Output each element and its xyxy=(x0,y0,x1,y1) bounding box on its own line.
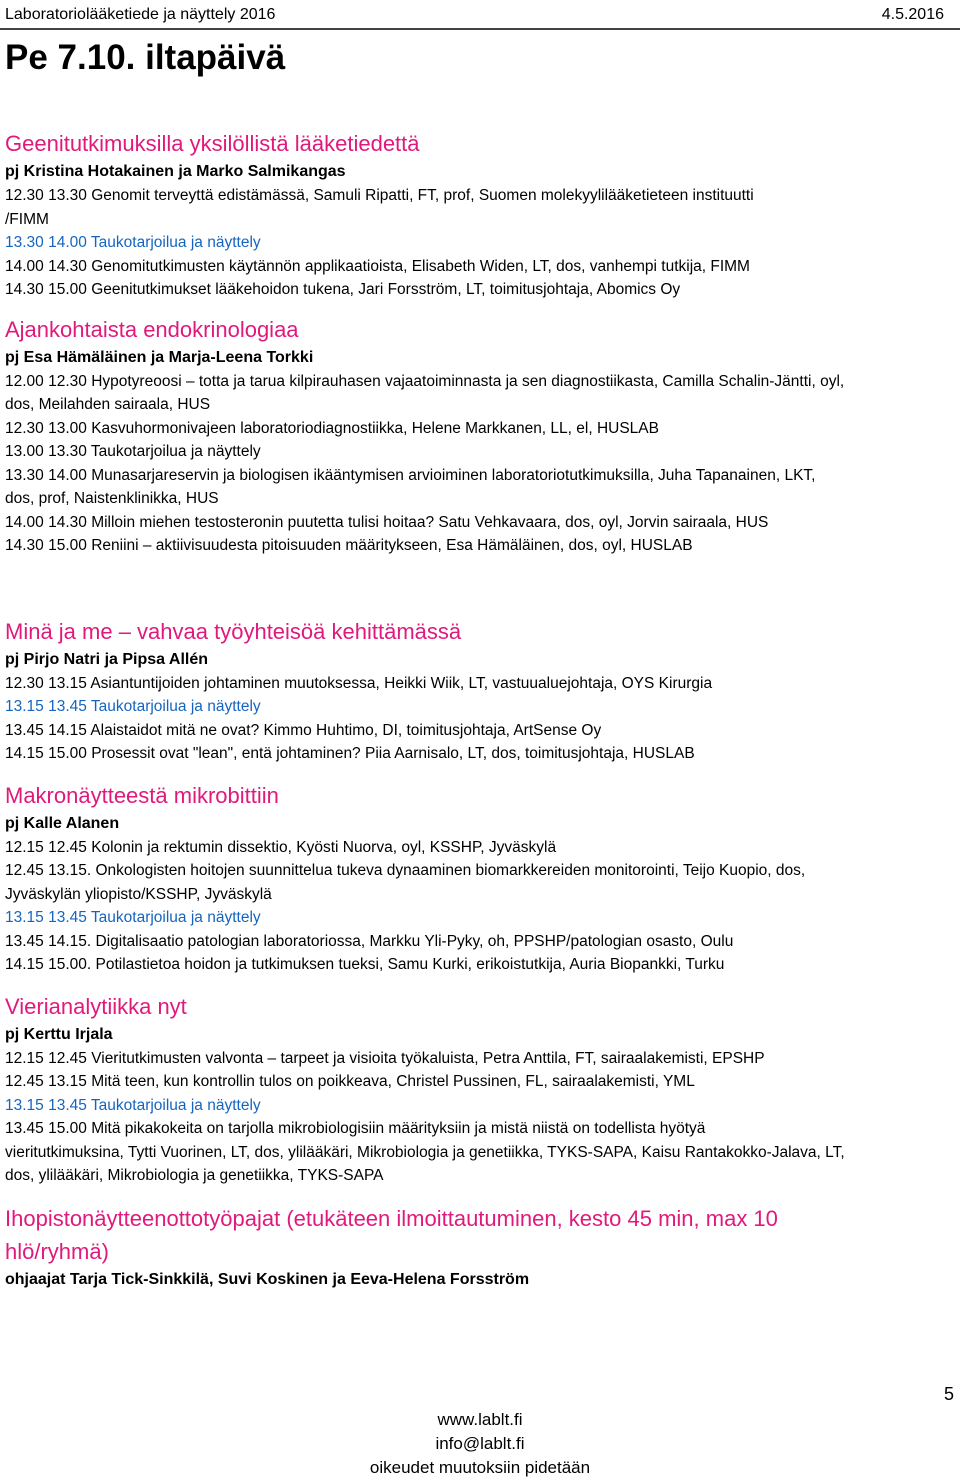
program-item: dos, prof, Naistenklinikka, HUS xyxy=(5,490,219,507)
program-item: 12.30 13.30 Genomit terveyttä edistämässä, Samuli Ripatti, FT, prof, Suomen molekyylilääketieteen instituutti xyxy=(5,187,754,204)
session-title: Ajankohtaista endokrinologiaa xyxy=(5,316,299,342)
program-item: /FIMM xyxy=(5,210,49,228)
program-item: 14.00 14.30 Milloin miehen testosteronin puutetta tulisi hoitaa? Satu Vehkavaara, dos, oyl, Jorvin sairaala, HUS xyxy=(5,513,769,531)
break-item: 13.00 13.30 Taukotarjoilua ja näyttely xyxy=(5,443,261,460)
session-title: Vierianalytiikka nyt xyxy=(5,993,187,1019)
program-item: 13.45 14.15 Alaistaidot mitä ne ovat? Kimmo Huhtimo, DI, toimitusjohtaja, ArtSense Oy xyxy=(5,721,602,739)
program-item: 14.30 15.00 Reniini – aktiivisuudesta pitoisuuden määritykseen, Esa Hämäläinen, dos, oyl, HUSLAB xyxy=(5,537,693,554)
session-point-of-care xyxy=(5,991,950,1188)
break-item: 13.15 13.45 Taukotarjoilua ja näyttely xyxy=(5,698,261,715)
program-item: 13.30 14.00 Munasarjareservin ja biologisen ikääntymisen arvioiminen laboratoriotutkimuksilla, Juha Tapanainen, LKT, xyxy=(5,466,816,484)
page-title: Pe 7.10. iltapäivä xyxy=(5,38,286,77)
session-workplace xyxy=(5,616,950,766)
session-chair: pj Pirjo Natri ja Pipsa Allén xyxy=(5,650,209,668)
page-header xyxy=(5,2,944,28)
session-title: Geenitutkimuksilla yksilöllistä lääketiedettä xyxy=(5,131,420,156)
program-item: dos, ylilääkäri, Mikrobiologia ja genetiikka, TYKS-SAPA xyxy=(5,1167,384,1184)
session-title: Makronäytteestä mikrobittiin xyxy=(5,782,279,808)
program-item: Jyväskylän yliopisto/KSSHP, Jyväskylä xyxy=(5,885,272,903)
break-item: 13.15 13.45 Taukotarjoilua ja näyttely xyxy=(5,1096,261,1114)
program-item: 13.45 14.15. Digitalisaatio patologian laboratoriossa, Markku Yli-Pyky, oh, PPSHP/patologian osasto, Oulu xyxy=(5,932,734,950)
program-item: dos, Meilahden sairaala, HUS xyxy=(5,396,211,413)
session-endocrinology xyxy=(5,314,950,558)
program-item: 12.30 13.15 Asiantuntijoiden johtaminen muutoksessa, Heikki Wiik, LT, vastuualuejohtaja, OYS Kirurgia xyxy=(5,674,713,692)
program-item: 14.15 15.00. Potilastietoa hoidon ja tutkimuksen tueksi, Samu Kurki, erikoistutkija, Auria Biopankki, Turku xyxy=(5,956,725,973)
program-item: 12.00 12.30 Hypotyreoosi – totta ja tarua kilpirauhasen vajaatoiminnasta ja sen diagnostiikasta, Camilla Schalin-Jäntti, oyl, xyxy=(5,372,845,390)
session-pathology xyxy=(5,780,950,977)
page-number: 5 xyxy=(943,1384,954,1404)
program-content xyxy=(5,128,950,1292)
header-event-title: Laboratoriolääketiede ja näyttely 2016 xyxy=(5,6,276,23)
program-item: 14.15 15.00 Prosessit ovat "lean", entä johtaminen? Piia Aarnisalo, LT, dos, toimitusjohtaja, HUSLAB xyxy=(5,745,695,762)
session-title-line: Ihopistonäytteenottotyöpajat (etukäteen ilmoittautuminen, kesto 45 min, max 10 xyxy=(5,1205,778,1231)
session-chair: pj Kristina Hotakainen ja Marko Salmikangas xyxy=(5,163,346,180)
session-workshops xyxy=(5,1202,950,1292)
program-item: 12.15 12.45 Vieritutkimusten valvonta – tarpeet ja visioita työkaluista, Petra Anttila, FT, sairaalakemisti, EPSHP xyxy=(5,1049,765,1067)
program-item: vieritutkimuksina, Tytti Vuorinen, LT, dos, ylilääkäri, Mikrobiologia ja genetiikka, TYKS-SAPA, Kaisu Rantakokko-Jalava, LT, xyxy=(5,1143,845,1161)
session-title: Minä ja me – vahvaa työyhteisöä kehittämässä xyxy=(5,618,462,644)
session-chair: pj Esa Hämäläinen ja Marja-Leena Torkki xyxy=(5,348,314,366)
session-chair: pj Kalle Alanen xyxy=(5,814,120,832)
program-item: 12.30 13.00 Kasvuhormonivajeen laboratoriodiagnostiikka, Helene Markkanen, LL, el, HUSLAB xyxy=(5,419,659,437)
break-item: 13.15 13.45 Taukotarjoilua ja näyttely xyxy=(5,909,261,926)
footer-email[interactable]: info@lablt.fi xyxy=(435,1434,525,1453)
session-chair: pj Kerttu Irjala xyxy=(5,1025,113,1043)
program-item: 13.45 15.00 Mitä pikakokeita on tarjolla mikrobiologisiin määrityksiin ja mistä niistä on todellista hyötyä xyxy=(5,1120,706,1137)
session-genomics xyxy=(5,128,950,302)
header-divider xyxy=(0,28,960,30)
session-title-line: hlö/ryhmä) xyxy=(5,1238,109,1264)
footer-website[interactable]: www.lablt.fi xyxy=(437,1410,523,1429)
break-item: 13.30 14.00 Taukotarjoilua ja näyttely xyxy=(5,234,261,251)
program-item: 12.45 13.15. Onkologisten hoitojen suunnittelua tukeva dynaaminen biomarkkereiden monitorointi, Teijo Kuopio, dos, xyxy=(5,862,806,879)
program-item: 12.45 13.15 Mitä teen, kun kontrollin tulos on poikkeava, Christel Pussinen, FL, sairaalakemisti, YML xyxy=(5,1073,695,1090)
footer-disclaimer: oikeudet muutoksiin pidetään xyxy=(369,1458,591,1477)
program-item: 14.30 15.00 Geenitutkimukset lääkehoidon tukena, Jari Forsström, LT, toimitusjohtaja, Abomics Oy xyxy=(5,281,681,298)
program-item: 12.15 12.45 Kolonin ja rektumin dissektio, Kyösti Nuorva, oyl, KSSHP, Jyväskylä xyxy=(5,838,557,856)
program-item: 14.00 14.30 Genomitutkimusten käytännön applikaatioista, Elisabeth Widen, LT, dos, vanhempi tutkija, FIMM xyxy=(5,257,750,275)
page-footer xyxy=(0,1408,960,1480)
session-instructors: ohjaajat Tarja Tick-Sinkkilä, Suvi Koskinen ja Eeva-Helena Forsström xyxy=(5,1270,530,1288)
header-date: 4.5.2016 xyxy=(881,6,944,23)
